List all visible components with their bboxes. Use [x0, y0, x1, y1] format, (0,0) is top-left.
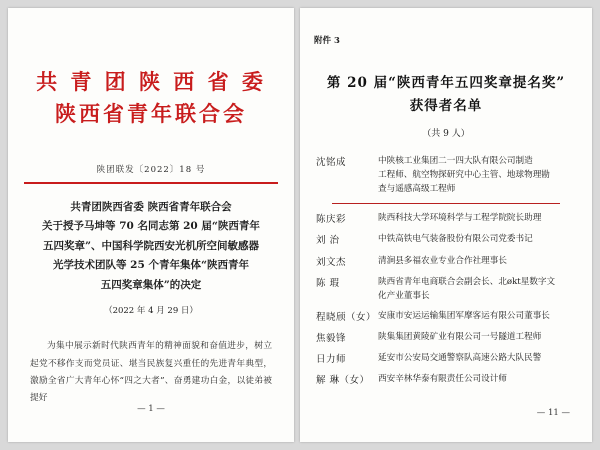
list-item	[316, 352, 576, 367]
recipient-name: 焦毅锋	[316, 332, 347, 344]
description-line: 陕集集团黄陵矿业有限公司一号隧道工程师	[378, 331, 542, 342]
recipient-description	[378, 155, 576, 197]
description-line: 陕西科技大学环境科学与工程学院院长助理	[378, 213, 542, 224]
masthead-line-2: 陕西省青年联合会	[55, 100, 247, 126]
list-item	[316, 331, 576, 346]
roster-title-line-1: 第 20 届“陕西青年五四奖章提名奖”	[326, 75, 566, 91]
recipient-description	[378, 233, 576, 247]
description-line: 查与遥感高级工程师	[378, 183, 456, 194]
list-item	[316, 276, 576, 304]
body-paragraph: 为集中展示新时代陕西青年的精神面貌和奋值进步，树立起党不移作支而党员证、堪当民族复兴重任的先进青年典型，激励全省广大青年心怀“四之大者”、奋勇建功白金，以徒弟被提好	[30, 341, 272, 404]
recipient-description	[378, 310, 576, 324]
recipient-description	[378, 255, 576, 269]
title-line: 五四奖章”、中国科学院西安光机所空间敏感器	[42, 239, 260, 252]
description-line: 陕西省青年电商联合会副会长、北økt星数字文	[378, 276, 556, 287]
document-title	[30, 198, 272, 295]
list-item	[316, 255, 576, 270]
recipient-name: 陈 瑕	[316, 277, 340, 289]
roster-subtitle: （共 9 人）	[422, 128, 470, 139]
description-line: 中铁高铁电气装备股份有限公司党委书记	[378, 234, 533, 245]
attachment-label: 附件 3	[314, 36, 340, 46]
description-line: 中陕核工业集团二一四大队有限公司制造	[378, 155, 533, 166]
description-line: 工程师、航空物探研究中心主管、地球物理勘	[378, 169, 550, 180]
list-item	[316, 155, 576, 197]
recipient-name: 解 琳（女）	[316, 375, 370, 387]
recipient-name: 陈庆彩	[316, 214, 347, 226]
recipient-name: 刘文杰	[316, 256, 347, 268]
masthead-line-1: 共 青 团 陕 西 省 委	[36, 69, 266, 94]
document-number: 陕团联发〔2022〕18 号	[96, 165, 206, 175]
recipient-description	[378, 212, 576, 226]
list-item	[316, 310, 576, 325]
list-item	[316, 373, 576, 388]
recipient-description	[378, 331, 576, 345]
recipient-name: 程晓颀（女）	[316, 311, 377, 323]
title-line: 共青团陕西省委 陕西省青年联合会	[70, 201, 232, 213]
red-underline	[332, 203, 560, 205]
recipient-name: 沈铭成	[316, 156, 347, 168]
recipient-description	[378, 276, 576, 304]
document-date: （2022 年 4 月 29 日）	[104, 306, 198, 317]
recipient-description	[378, 373, 576, 387]
description-line: 清涧县多福农业专业合作社理事长	[378, 255, 507, 266]
roster-list	[316, 155, 576, 389]
left-page-number: — 1 —	[137, 404, 165, 414]
recipient-name: 刘 治	[316, 235, 340, 247]
title-line: 五四奖章集体”的决定	[100, 278, 202, 291]
left-document-page	[8, 8, 294, 442]
masthead	[8, 66, 294, 129]
right-page-number: — 11 —	[536, 408, 570, 418]
red-divider-rule	[24, 182, 278, 184]
roster-title	[300, 72, 592, 118]
recipient-name: 日力师	[316, 354, 347, 366]
description-line: 西安辛林华泰有限责任公司设计师	[378, 374, 507, 385]
title-line: 关于授予马坤等 70 名同志第 20 届“陕西青年	[42, 220, 260, 233]
recipient-description	[378, 352, 576, 366]
roster-title-line-2: 获得者名单	[409, 97, 483, 114]
description-line: 安康市安运运输集团军摩客运有限公司董事长	[378, 310, 550, 321]
list-item	[316, 233, 576, 248]
document-body	[30, 338, 272, 408]
right-document-page	[300, 8, 592, 442]
title-line: 光学技术团队等 25 个青年集体“陕西青年	[53, 259, 249, 272]
description-line: 延安市公安局交通警察队高速公路大队民警	[378, 353, 542, 364]
list-item	[316, 212, 576, 227]
description-line: 化产业董事长	[378, 290, 430, 301]
